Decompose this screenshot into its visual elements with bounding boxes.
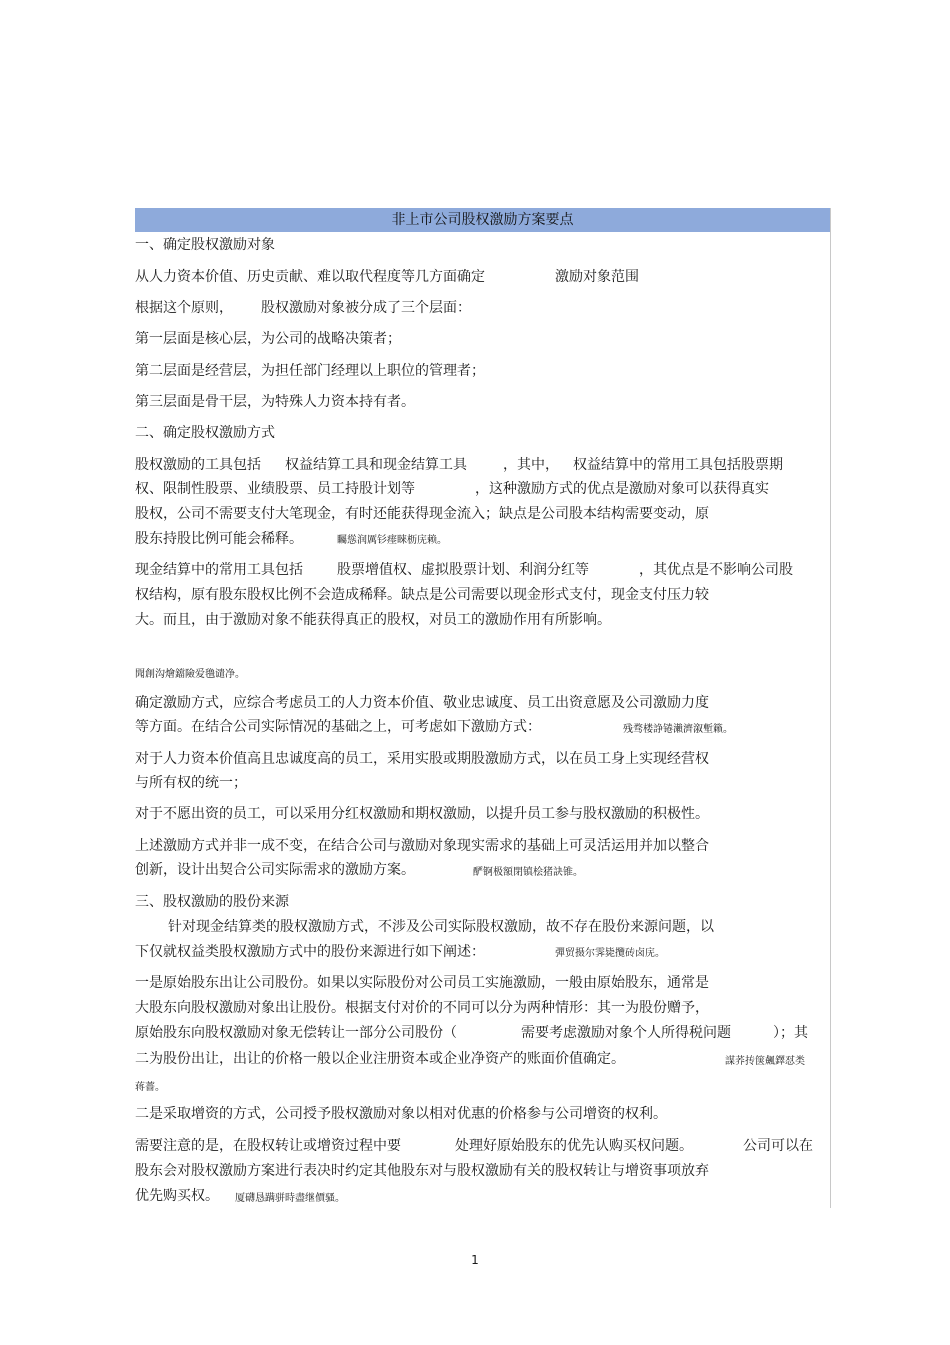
text-segment: 大股东向股权激励对象出让股份。根据支付对价的不同可以分为两种情形：其一为股份赠予，: [135, 1000, 709, 1016]
text-segment: 对于人力资本价值高且忠诚度高的员工，采用实股或期股激励方式，以在员工身上实现经营权: [135, 751, 709, 767]
text-segment: 需要考虑激励对象个人所得税问题: [521, 1025, 731, 1041]
garbled-watermark-text: 残骛楼諍锩瀨濟溆塹籟。: [623, 724, 733, 735]
text-segment: ，其优点是不影响公司股: [639, 562, 793, 578]
text-segment: 二为股份出让，出让的价格一般以企业注册资本或企业净资产的账面价值确定。: [135, 1051, 625, 1067]
page-number: 1: [471, 1253, 479, 1267]
garbled-watermark-text: 蒋薔。: [135, 1082, 165, 1093]
text-segment: 与所有权的统一；: [135, 775, 247, 791]
text-segment: 从人力资本价值、历史贡献、难以取代程度等几方面确定: [135, 269, 485, 285]
text-segment: 上述激励方式并非一成不变，在结合公司与激励对象现实需求的基础上可灵活运用并加以整合: [135, 838, 709, 854]
text-segment: 权、限制性股票、业绩股票、员工持股计划等: [135, 481, 415, 497]
text-segment: 大。而且，由于激励对象不能获得真正的股权，对员工的激励作用有所影响。: [135, 612, 611, 628]
text-segment: 股票增值权、虚拟股票计划、利润分红等: [337, 562, 589, 578]
text-segment: 权结构，原有股东股权比例不会造成稀释。缺点是公司需要以现金形式支付，现金支付压力较: [135, 587, 709, 603]
text-segment: 股权激励对象被分成了三个层面：: [261, 300, 471, 316]
text-segment: 下仅就权益类股权激励方式中的股份来源进行如下阐述：: [135, 944, 485, 960]
garbled-watermark-text: 聞創沟燴鐺險爱氇谴净。: [135, 669, 245, 680]
text-segment: 第二层面是经营层，为担任部门经理以上职位的管理者；: [135, 363, 485, 379]
garbled-watermark-text: 矚慫润厲钐瘗睞枥庑赖。: [337, 535, 447, 546]
text-segment: ）；其: [773, 1025, 808, 1041]
text-segment: 现金结算中的常用工具包括: [135, 562, 303, 578]
text-segment: 二、确定股权激励方式: [135, 425, 275, 441]
text-segment: 处理好原始股东的优先认购买权问题。: [455, 1138, 693, 1154]
text-segment: ，其中，: [503, 457, 559, 473]
text-segment: 等方面。在结合公司实际情况的基础之上，可考虑如下激励方式：: [135, 719, 541, 735]
text-segment: 公司可以在: [743, 1138, 813, 1154]
text-segment: 股东持股比例可能会稀释。: [135, 531, 303, 547]
text-segment: 权益结算中的常用工具包括股票期: [573, 457, 783, 473]
text-segment: 第三层面是骨干层，为特殊人力资本持有者。: [135, 394, 415, 410]
text-segment: 三、股权激励的股份来源: [135, 894, 289, 910]
text-segment: 第一层面是核心层，为公司的战略决策者；: [135, 331, 401, 347]
document-sheet: [135, 208, 831, 1208]
garbled-watermark-text: 彈贸摄尔霁毙攬砖卤庑。: [555, 948, 665, 959]
text-segment: 原始股东向股权激励对象无偿转让一部分公司股份（: [135, 1025, 457, 1041]
text-segment: 根据这个原则，: [135, 300, 233, 316]
text-segment: ，这种激励方式的优点是激励对象可以获得真实: [475, 481, 769, 497]
text-segment: 股东会对股权激励方案进行表决时约定其他股东对与股权激励有关的股权转让与增资事项放弃: [135, 1163, 709, 1179]
text-segment: 需要注意的是，在股权转让或增资过程中要: [135, 1138, 401, 1154]
document-title: 非上市公司股权激励方案要点: [135, 208, 830, 232]
garbled-watermark-text: 謀荞抟箧飆鐸怼类: [725, 1056, 805, 1067]
text-segment: 优先购买权。: [135, 1188, 219, 1204]
text-segment: 股权激励的工具包括: [135, 457, 261, 473]
text-segment: 针对现金结算类的股权激励方式，不涉及公司实际股权激励，故不存在股份来源问题，以: [168, 919, 714, 935]
text-segment: 权益结算工具和现金结算工具: [285, 457, 467, 473]
garbled-watermark-text: 酽锕极額閉镇桧猪訣锥。: [473, 867, 583, 878]
text-segment: 股权，公司不需要支付大笔现金，有时还能获得现金流入；缺点是公司股本结构需要变动，原: [135, 506, 709, 522]
text-segment: 一、确定股权激励对象: [135, 237, 275, 253]
text-segment: 一是原始股东出让公司股份。如果以实际股份对公司员工实施激励，一般由原始股东，通常是: [135, 975, 709, 991]
text-segment: 激励对象范围: [555, 269, 639, 285]
text-segment: 确定激励方式，应综合考虑员工的人力资本价值、敬业忠诚度、员工出资意愿及公司激励力度: [135, 695, 709, 711]
text-segment: 对于不愿出资的员工，可以采用分红权激励和期权激励，以提升员工参与股权激励的积极性。: [135, 806, 709, 822]
text-segment: 创新，设计出契合公司实际需求的激励方案。: [135, 862, 415, 878]
garbled-watermark-text: 厦礴恳蹒骈時盡继價骚。: [235, 1193, 345, 1204]
text-segment: 二是采取增资的方式，公司授予股权激励对象以相对优惠的价格参与公司增资的权利。: [135, 1106, 667, 1122]
